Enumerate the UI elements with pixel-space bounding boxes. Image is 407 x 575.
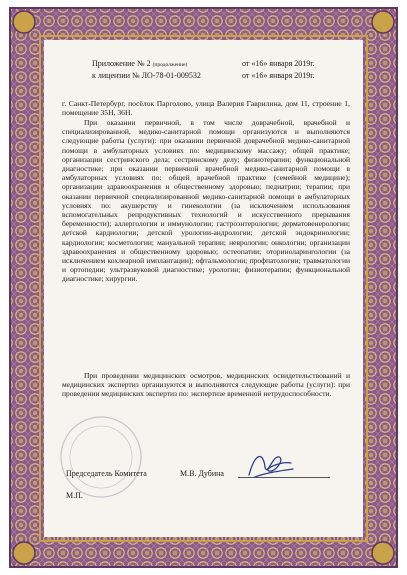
appendix-header-line [92, 59, 187, 70]
appendix-continuation: (продолжение) [152, 62, 188, 68]
stamp-place-label: М.П. [66, 491, 83, 500]
address-text: г. Санкт-Петербург, посёлок Парголово, улица Валерия Гаврилина, дом 11, строение 1, помещение 35Н, 36Н. [62, 99, 350, 118]
license-number: к лицензии № ЛО-78-01-009532 [92, 71, 201, 80]
services-paragraph-1 [62, 118, 350, 284]
handwritten-signature [245, 449, 295, 481]
signer-role: Председатель Комитета [66, 469, 147, 478]
seal-stamp [58, 414, 144, 500]
appendix-date: от «16» января 2019г. [242, 59, 315, 68]
appendix-label: Приложение № 2 [92, 59, 151, 68]
license-date: от «16» января 2019г. [242, 71, 315, 80]
signer-name: М.В. Дубина [180, 469, 224, 478]
paragraph-text: При оказании первичной, в том числе доврачебной, врачебной и специализированной, медико-санитарной помощи организуются и выполняются следующие работы (услуги): при оказании первичной доврачебной медико-санитарной помощи в амбулаторных условиях по: медицинскому массажу; общей практике; организации сестринского дела; сестринскому делу; физиотерапии; функциональной диагностике; при оказании первичной врачебной медико-санитарной помощи в амбулаторных условиях по: общей врачебной практике (семейной медицине); организации здравоохранения и общественному здоровью; педиатрии; терапии; при оказании первичной специализированной медико-санитарной помощи в амбулаторных условиях по: акушерству и гинекологии (за исключением использования вспомогательных репродуктивных технологий и искусственного прерывания беременности); аллергологии и иммунологии; гастроэнтерологии; дерматовенерологии; детской кардиологии; детской урологии-андрологии; детской эндокринологии; кардиологии; косметологии; мануальной терапии; неврологии; онкологии; организации здравоохранения и общественному здоровью; остеопатии; оториноларингологии (за исключением кохлеарной имплантации); офтальмологии; профпатологии; травматологии и ортопедии; ультразвуковой диагностике; урологии; физиотерапии; функциональной диагностике; хирургии. [62, 118, 350, 284]
paragraph-text: При проведении медицинских осмотров, медицинских освидетельствований и медицинских экспертиз организуются и выполняются следующие работы (услуги): при проведении медицинских экспертиз по: экспертизе временной нетрудоспособности. [62, 371, 350, 399]
services-paragraph-2 [62, 371, 350, 399]
